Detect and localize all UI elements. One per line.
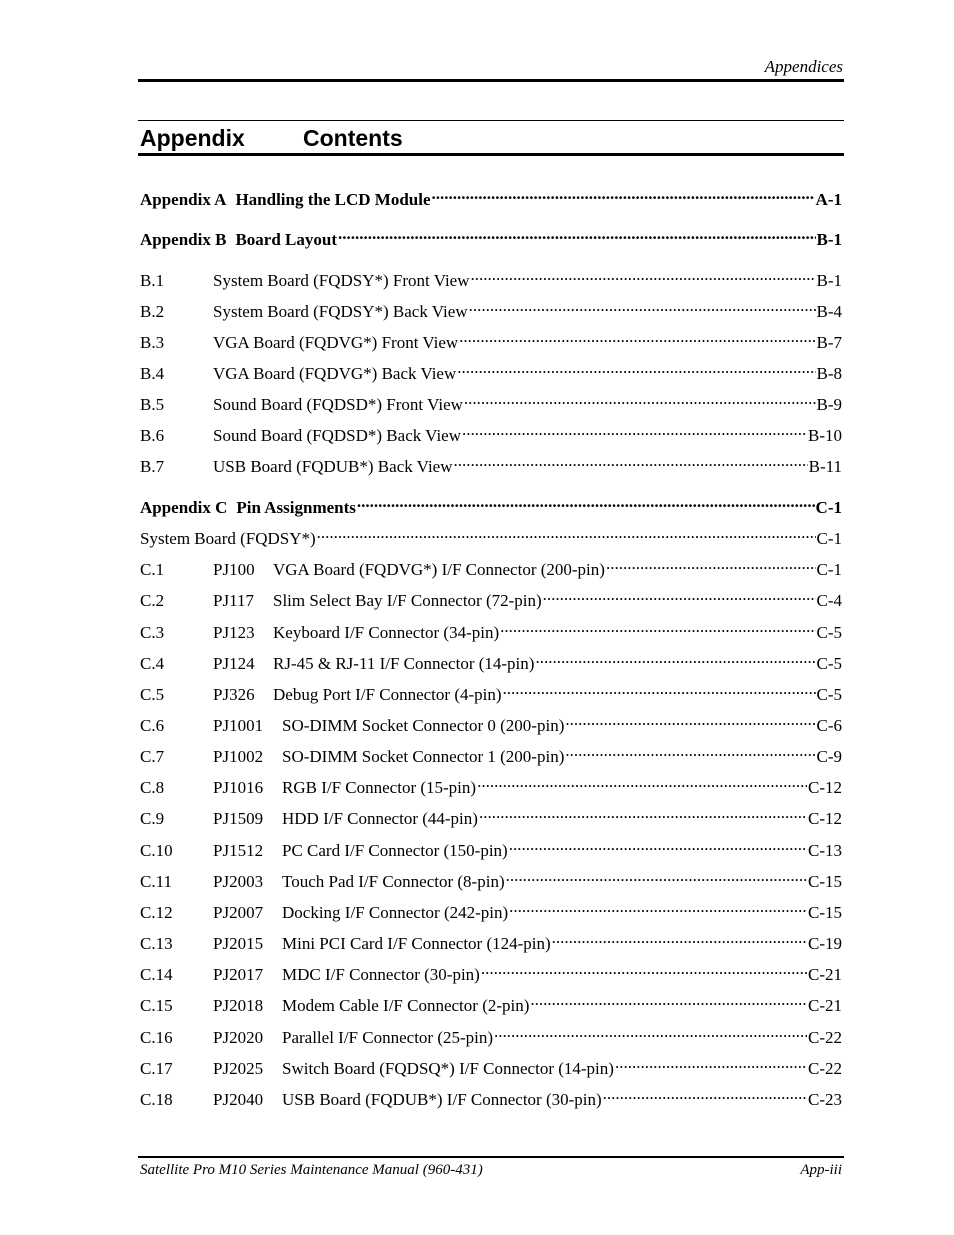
toc-entry-leader-dots <box>500 621 815 638</box>
toc-entry-label: SO-DIMM Socket Connector 0 (200-pin) <box>282 716 565 735</box>
toc-entry[interactable] <box>140 329 842 357</box>
toc-entry-connector-id: PJ2040 <box>213 1090 264 1109</box>
toc-entry[interactable] <box>140 774 842 802</box>
toc-entry-connector-id: PJ2018 <box>213 996 264 1015</box>
toc-entry-number: C.13 <box>140 934 173 953</box>
toc-entry-page: C-22 <box>808 1028 842 1047</box>
toc-entry-connector-id: PJ1002 <box>213 747 264 766</box>
toc-entry-label: SO-DIMM Socket Connector 1 (200-pin) <box>282 747 565 766</box>
toc-entry-connector-id: PJ1509 <box>213 809 264 828</box>
toc-entry-label: Board Layout <box>235 230 337 249</box>
toc-entry-label: USB Board (FQDUB*) I/F Connector (30-pin) <box>282 1090 602 1109</box>
toc-entry-page: A-1 <box>815 190 842 209</box>
toc-entry[interactable] <box>140 267 842 295</box>
toc-entry[interactable] <box>140 743 842 771</box>
title-appendix: Appendix <box>140 125 245 151</box>
toc-entry-page: C-1 <box>815 498 842 517</box>
footer-page-number: App-iii <box>800 1162 842 1178</box>
toc-entry-connector-id: PJ2025 <box>213 1059 264 1078</box>
toc-entry[interactable] <box>140 992 842 1020</box>
toc-entry-leader-dots <box>615 1057 807 1074</box>
toc-entry-label: MDC I/F Connector (30-pin) <box>282 965 480 984</box>
toc-entry-page: B-10 <box>808 426 842 445</box>
toc-entry-label: USB Board (FQDUB*) Back View <box>213 457 453 476</box>
toc-entry-connector-id: PJ1512 <box>213 841 264 860</box>
toc-entry-page: B-1 <box>816 271 842 290</box>
toc-entry-leader-dots <box>606 558 816 575</box>
toc-entry[interactable] <box>140 556 842 584</box>
toc-entry-label: Slim Select Bay I/F Connector (72-pin) <box>273 591 542 610</box>
toc-entry-leader-dots <box>481 963 807 980</box>
toc-entry-number: Appendix A <box>140 190 227 209</box>
toc-entry-label: System Board (FQDSY*) Front View <box>213 271 470 290</box>
toc-entry-connector-id: PJ1016 <box>213 778 264 797</box>
toc-entry[interactable] <box>140 650 842 678</box>
footer-rule <box>138 1156 844 1158</box>
toc-entry-label: System Board (FQDSY*) Back View <box>213 302 468 321</box>
toc-entry-page: C-22 <box>808 1059 842 1078</box>
toc-entry-label: Debug Port I/F Connector (4-pin) <box>273 685 502 704</box>
toc-entry-connector-id: PJ2015 <box>213 934 264 953</box>
toc-entry-label: HDD I/F Connector (44-pin) <box>282 809 478 828</box>
toc-entry-page: B-4 <box>816 302 842 321</box>
toc-entry-label: Parallel I/F Connector (25-pin) <box>282 1028 494 1047</box>
toc-entry[interactable] <box>140 930 842 958</box>
toc-entry-leader-dots <box>479 807 807 824</box>
toc-entry-page: C-12 <box>808 778 842 797</box>
toc-entry-connector-id: PJ1001 <box>213 716 264 735</box>
toc-entry-connector-id: PJ326 <box>213 685 255 704</box>
toc-entry-label: Docking I/F Connector (242-pin) <box>282 903 509 922</box>
toc-entry[interactable] <box>140 712 842 740</box>
running-head: Appendices <box>764 57 843 76</box>
toc-entry-leader-dots <box>317 527 816 544</box>
toc-entry-page: B-7 <box>816 333 842 352</box>
toc-entry-number: C.10 <box>140 841 173 860</box>
toc-entry-leader-dots <box>543 589 816 606</box>
toc-entry-page: C-6 <box>816 716 842 735</box>
toc-entry-leader-dots <box>535 652 815 669</box>
toc-entry-label: Handling the LCD Module <box>235 190 431 209</box>
toc-entry-number: C.17 <box>140 1059 173 1078</box>
toc-entry-leader-dots <box>459 331 815 348</box>
toc-entry-number: C.3 <box>140 623 165 642</box>
toc-entry-page: C-12 <box>808 809 842 828</box>
toc-entry-number: B.6 <box>140 426 165 445</box>
footer <box>140 1160 842 1180</box>
toc-entry-number: C.8 <box>140 778 165 797</box>
toc-entry-number: B.2 <box>140 302 165 321</box>
toc-entry-page: C-9 <box>816 747 842 766</box>
toc-entry-leader-dots <box>357 496 815 513</box>
toc-entry-page: C-21 <box>808 996 842 1015</box>
toc-entry[interactable] <box>140 422 842 450</box>
toc-entry-leader-dots <box>454 455 808 472</box>
title-rule-top <box>138 120 844 121</box>
toc-entry-leader-dots <box>503 683 816 700</box>
title-rule-bottom <box>138 153 844 156</box>
toc-entry-leader-dots <box>603 1088 807 1105</box>
toc-entry[interactable] <box>140 494 842 522</box>
toc-entry-connector-id: PJ117 <box>213 591 254 610</box>
toc-entry-number: C.4 <box>140 654 165 673</box>
toc-entry-page: C-5 <box>816 685 842 704</box>
toc-entry-page: B-8 <box>816 364 842 383</box>
toc-entry-leader-dots <box>552 932 807 949</box>
toc-entry-page: C-13 <box>808 841 842 860</box>
toc-entry-page: C-1 <box>816 529 842 548</box>
toc-entry-page: C-1 <box>816 560 842 579</box>
toc-entry-leader-dots <box>509 901 807 918</box>
toc-entry-page: C-15 <box>808 903 842 922</box>
toc-entry[interactable] <box>140 186 842 214</box>
toc-entry-number: C.18 <box>140 1090 173 1109</box>
toc-entry[interactable] <box>140 837 842 865</box>
toc-entry-page: B-9 <box>816 395 842 414</box>
toc-entry[interactable] <box>140 868 842 896</box>
toc-entry-number: C.1 <box>140 560 165 579</box>
toc-entry-number: C.9 <box>140 809 165 828</box>
footer-manual-title: Satellite Pro M10 Series Maintenance Manual (960-431) <box>140 1162 483 1178</box>
toc-entry-label: VGA Board (FQDVG*) Front View <box>213 333 459 352</box>
toc-entry[interactable] <box>140 525 842 553</box>
toc-entry-page: C-4 <box>816 591 842 610</box>
toc-entry-leader-dots <box>477 776 807 793</box>
toc-entry[interactable] <box>140 619 842 647</box>
toc-entry-leader-dots <box>469 300 816 317</box>
toc-entry[interactable] <box>140 961 842 989</box>
toc-entry[interactable] <box>140 805 842 833</box>
toc-entry-label: RGB I/F Connector (15-pin) <box>282 778 477 797</box>
toc-entry-number: C.7 <box>140 747 165 766</box>
toc-entry-leader-dots <box>464 393 816 410</box>
toc-entry-label: Switch Board (FQDSQ*) I/F Connector (14-pin) <box>282 1059 614 1078</box>
toc-entry-label: Sound Board (FQDSD*) Back View <box>213 426 461 445</box>
toc-entry-page: B-1 <box>816 230 842 249</box>
toc-entry[interactable] <box>140 899 842 927</box>
toc-entry-label: Mini PCI Card I/F Connector (124-pin) <box>282 934 551 953</box>
toc-entry-label: Modem Cable I/F Connector (2-pin) <box>282 996 530 1015</box>
toc-entry-connector-id: PJ2017 <box>213 965 264 984</box>
toc-entry-number: Appendix C <box>140 498 228 517</box>
title-contents: Contents <box>303 125 403 151</box>
toc-entry-label: Pin Assignments <box>236 498 356 517</box>
toc-entry-connector-id: PJ124 <box>213 654 255 673</box>
toc-entry[interactable] <box>140 1024 842 1052</box>
toc-entry-page: C-5 <box>816 623 842 642</box>
toc-entry-leader-dots <box>565 745 815 762</box>
toc-entry-number: B.4 <box>140 364 165 383</box>
toc-entry-connector-id: PJ100 <box>213 560 255 579</box>
toc-entry-leader-dots <box>494 1026 807 1043</box>
toc-entry-leader-dots <box>432 188 815 205</box>
toc-entry-number: C.6 <box>140 716 165 735</box>
toc-entry-label: Touch Pad I/F Connector (8-pin) <box>282 872 505 891</box>
toc-entry-number: C.2 <box>140 591 165 610</box>
toc-entry-number: C.14 <box>140 965 173 984</box>
toc-entry-number: C.12 <box>140 903 173 922</box>
toc-entry-label: Keyboard I/F Connector (34-pin) <box>273 623 500 642</box>
toc-entry-leader-dots <box>462 424 807 441</box>
toc-entry-page: C-19 <box>808 934 842 953</box>
toc-entry[interactable] <box>140 226 842 254</box>
toc-entry-leader-dots <box>506 870 807 887</box>
toc-entry-number: B.3 <box>140 333 165 352</box>
toc-entry-number: B.5 <box>140 395 165 414</box>
toc-entry-connector-id: PJ2020 <box>213 1028 264 1047</box>
toc-entry-connector-id: PJ123 <box>213 623 255 642</box>
toc-entry[interactable] <box>140 360 842 388</box>
toc-entry[interactable] <box>140 298 842 326</box>
toc-entry-number: C.5 <box>140 685 165 704</box>
toc-entry-leader-dots <box>471 269 816 286</box>
toc-entry-label: Sound Board (FQDSD*) Front View <box>213 395 463 414</box>
header-rule <box>138 79 844 82</box>
toc-entry-number: C.11 <box>140 872 172 891</box>
toc-entry-number: Appendix B <box>140 230 227 249</box>
toc-entry-label: VGA Board (FQDVG*) Back View <box>213 364 457 383</box>
toc-entry-label: RJ-45 & RJ-11 I/F Connector (14-pin) <box>273 654 535 673</box>
page-title <box>140 123 840 153</box>
toc-entry-label: System Board (FQDSY*) <box>140 529 316 548</box>
toc-entry[interactable] <box>140 1086 842 1114</box>
toc-entry[interactable] <box>140 391 842 419</box>
toc-entry-leader-dots <box>530 994 807 1011</box>
toc-entry-leader-dots <box>509 839 807 856</box>
toc-entry-number: B.7 <box>140 457 165 476</box>
toc-entry-label: PC Card I/F Connector (150-pin) <box>282 841 508 860</box>
toc-entry-connector-id: PJ2003 <box>213 872 264 891</box>
toc-entry-page: C-15 <box>808 872 842 891</box>
toc-entry-leader-dots <box>338 228 816 245</box>
toc-entry-label: VGA Board (FQDVG*) I/F Connector (200-pin) <box>273 560 605 579</box>
toc-entry-number: C.16 <box>140 1028 173 1047</box>
toc-entry-leader-dots <box>565 714 815 731</box>
toc-entry-page: C-23 <box>808 1090 842 1109</box>
toc-entry-leader-dots <box>457 362 815 379</box>
toc-entry[interactable] <box>140 1055 842 1083</box>
toc-entry[interactable] <box>140 453 842 481</box>
toc-entry-page: B-11 <box>808 457 842 476</box>
toc-entry-number: C.15 <box>140 996 173 1015</box>
toc-entry-connector-id: PJ2007 <box>213 903 264 922</box>
toc-entry-page: C-21 <box>808 965 842 984</box>
toc-entry[interactable] <box>140 587 842 615</box>
toc-entry[interactable] <box>140 681 842 709</box>
toc-entry-number: B.1 <box>140 271 165 290</box>
toc-entry-page: C-5 <box>816 654 842 673</box>
